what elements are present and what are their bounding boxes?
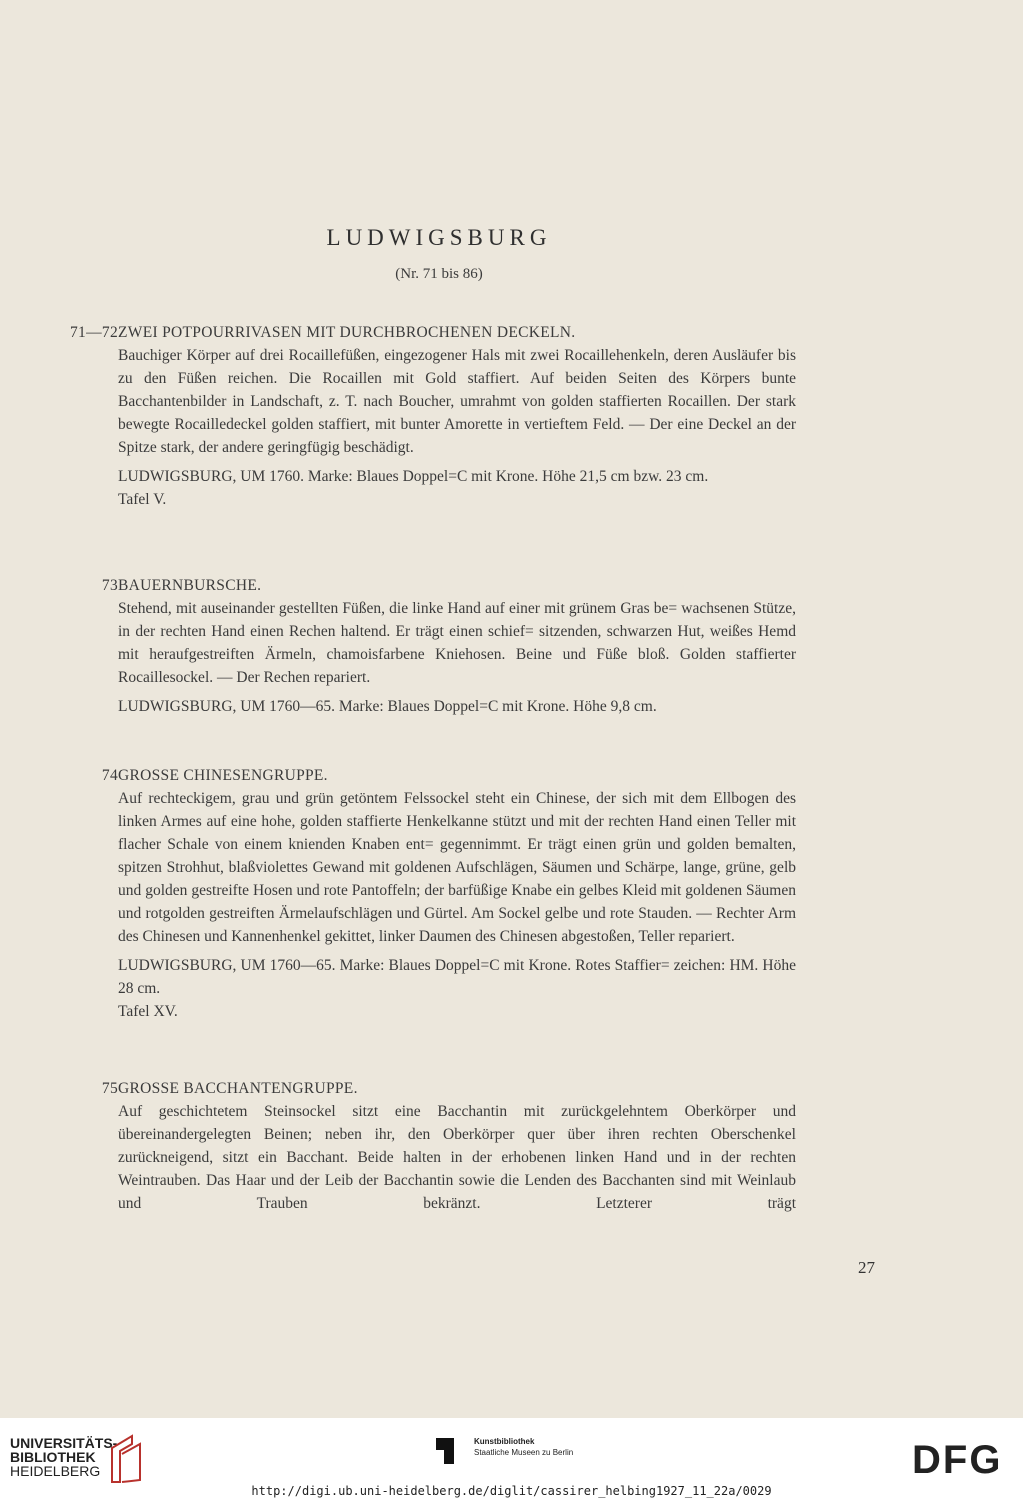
page-number: 27 (858, 1258, 875, 1277)
catalog-entry-71-72 (60, 321, 796, 511)
entry-plate: Tafel XV. (118, 1003, 178, 1020)
ub-line1: UNIVERSITÄTS- (10, 1435, 118, 1451)
entry-heading (60, 764, 796, 787)
page-subtitle: (Nr. 71 bis 86) (395, 266, 483, 282)
university-library-logo-text (10, 1436, 117, 1478)
entry-number: 74 (101, 767, 118, 784)
entry-number: 71—72 (70, 324, 118, 341)
ub-line2: BIBLIOTHEK (10, 1449, 96, 1465)
entry-description: Auf rechteckigem, grau und grün getöntem Felssockel steht ein Chinese, der sich mit dem Ellbogen des linken Armes auf eine hohe, golden staffierte Henkelkanne stützt und mit der rechten Hand einen Teller mit flacher Schale von einem knienden Knaben ent= gegennimmt. Er trägt einen grün und golden bemalten, spitzen Strohhut, blaßviolettes Gewand mit goldenen Aufschlägen, Säumen und Schärpe, lange, grüne, gelb und golden gestreifte Hosen und rote Pantoffeln; der barfüßige Knabe ein gelbes Kleid mit goldenen Säumen und rotgolden gestreiften Ärmelaufschlägen und Gürtel. Am Sockel gelbe und rote Stauden. — Rechter Arm des Chinesen und Kannenhenkel gekittet, linker Daumen des Chinesen abgestoßen, Teller repariert. (118, 790, 796, 945)
entry-heading (60, 1077, 796, 1100)
entry-provenance: LUDWIGSBURG, UM 1760—65. Marke: Blaues Doppel=C mit Krone. Rotes Staffier= zeichen: HM. Höhe 28 cm. (118, 957, 796, 997)
entry-description: Stehend, mit auseinander gestellten Füßen, die linke Hand auf einer mit grünem Gras be= wachsenen Stütze, in der rechten Hand einen Rechen haltend. Er trägt einen schief= sitzenden, schwarzen Hut, weißes Hemd mit heraufgestreiften Ärmeln, chamoisfarbene Kniehosen. Beine und Füße bloß. Golden staffierter Rocaillesockel. — Der Rechen repariert. (118, 600, 796, 686)
catalog-entry-75 (60, 1077, 796, 1215)
kunstbibliothek-logo-icon (436, 1436, 462, 1466)
permalink-url[interactable]: http://digi.ub.uni-heidelberg.de/diglit/cassirer_helbing1927_11_22a/0029 (251, 1484, 772, 1498)
kunstbibliothek-logo-text (474, 1436, 573, 1458)
entry-number: 73 (101, 577, 118, 594)
entry-description: Bauchiger Körper auf drei Rocaillefüßen, eingezogener Hals mit zwei Rocaillehenkeln, deren Ausläufer bis zu den Füßen reichen. Die Rocaillen mit Gold staffiert. Auf beiden Seiten des Körpers bunte Bacchantenbilder in Landschaft, z. T. nach Boucher, umrahmt von golden staffierten Rocaillen. Der stark bewegte Rocailledeckel golden staffiert, mit bunter Amorette in vertieftem Feld. — Der eine Deckel an der Spitze stark, der andere geringfügig beschädigt. (118, 347, 796, 456)
page-title: LUDWIGSBURG (326, 225, 552, 250)
dfg-logo: DFG (912, 1438, 1003, 1482)
kb-line1: Kunstbibliothek (474, 1437, 535, 1446)
entry-heading-text: GROSSE CHINESENGRUPPE. (118, 767, 328, 784)
catalog-entry-74 (60, 764, 796, 1023)
entry-plate: Tafel V. (118, 491, 167, 508)
university-library-logo-icon (108, 1434, 144, 1484)
entry-heading (60, 574, 796, 597)
entry-heading-text: ZWEI POTPOURRIVASEN MIT DURCHBROCHENEN DECKELN. (118, 324, 576, 341)
entry-description: Auf geschichtetem Steinsockel sitzt eine Bacchantin mit zurückgelehntem Oberkörper und übereinandergelegten Beinen; neben ihr, den Oberkörper quer über ihren rechten Oberschenkel zurückneigend, sitzt ein Bacchant. Beide halten in der erhobenen linken Hand und in der rechten Weintrauben. Das Haar und der Leib der Bacchantin sowie die Lenden des Bacchanten sind mit Weinlaub und Trauben bekränzt. Letzterer trägt (118, 1103, 796, 1212)
entry-number: 75 (101, 1080, 118, 1097)
entry-heading-text: BAUERNBURSCHE. (118, 577, 262, 594)
entry-provenance: LUDWIGSBURG, UM 1760. Marke: Blaues Doppel=C mit Krone. Höhe 21,5 cm bzw. 23 cm. (118, 468, 709, 485)
catalog-entry-73 (60, 574, 796, 718)
kb-line2: Staatliche Museen zu Berlin (474, 1448, 574, 1457)
ub-line3: HEIDELBERG (10, 1463, 101, 1479)
entry-heading-text: GROSSE BACCHANTENGRUPPE. (118, 1080, 358, 1097)
entry-heading (60, 321, 796, 344)
entry-provenance: LUDWIGSBURG, UM 1760—65. Marke: Blaues Doppel=C mit Krone. Höhe 9,8 cm. (118, 698, 657, 715)
